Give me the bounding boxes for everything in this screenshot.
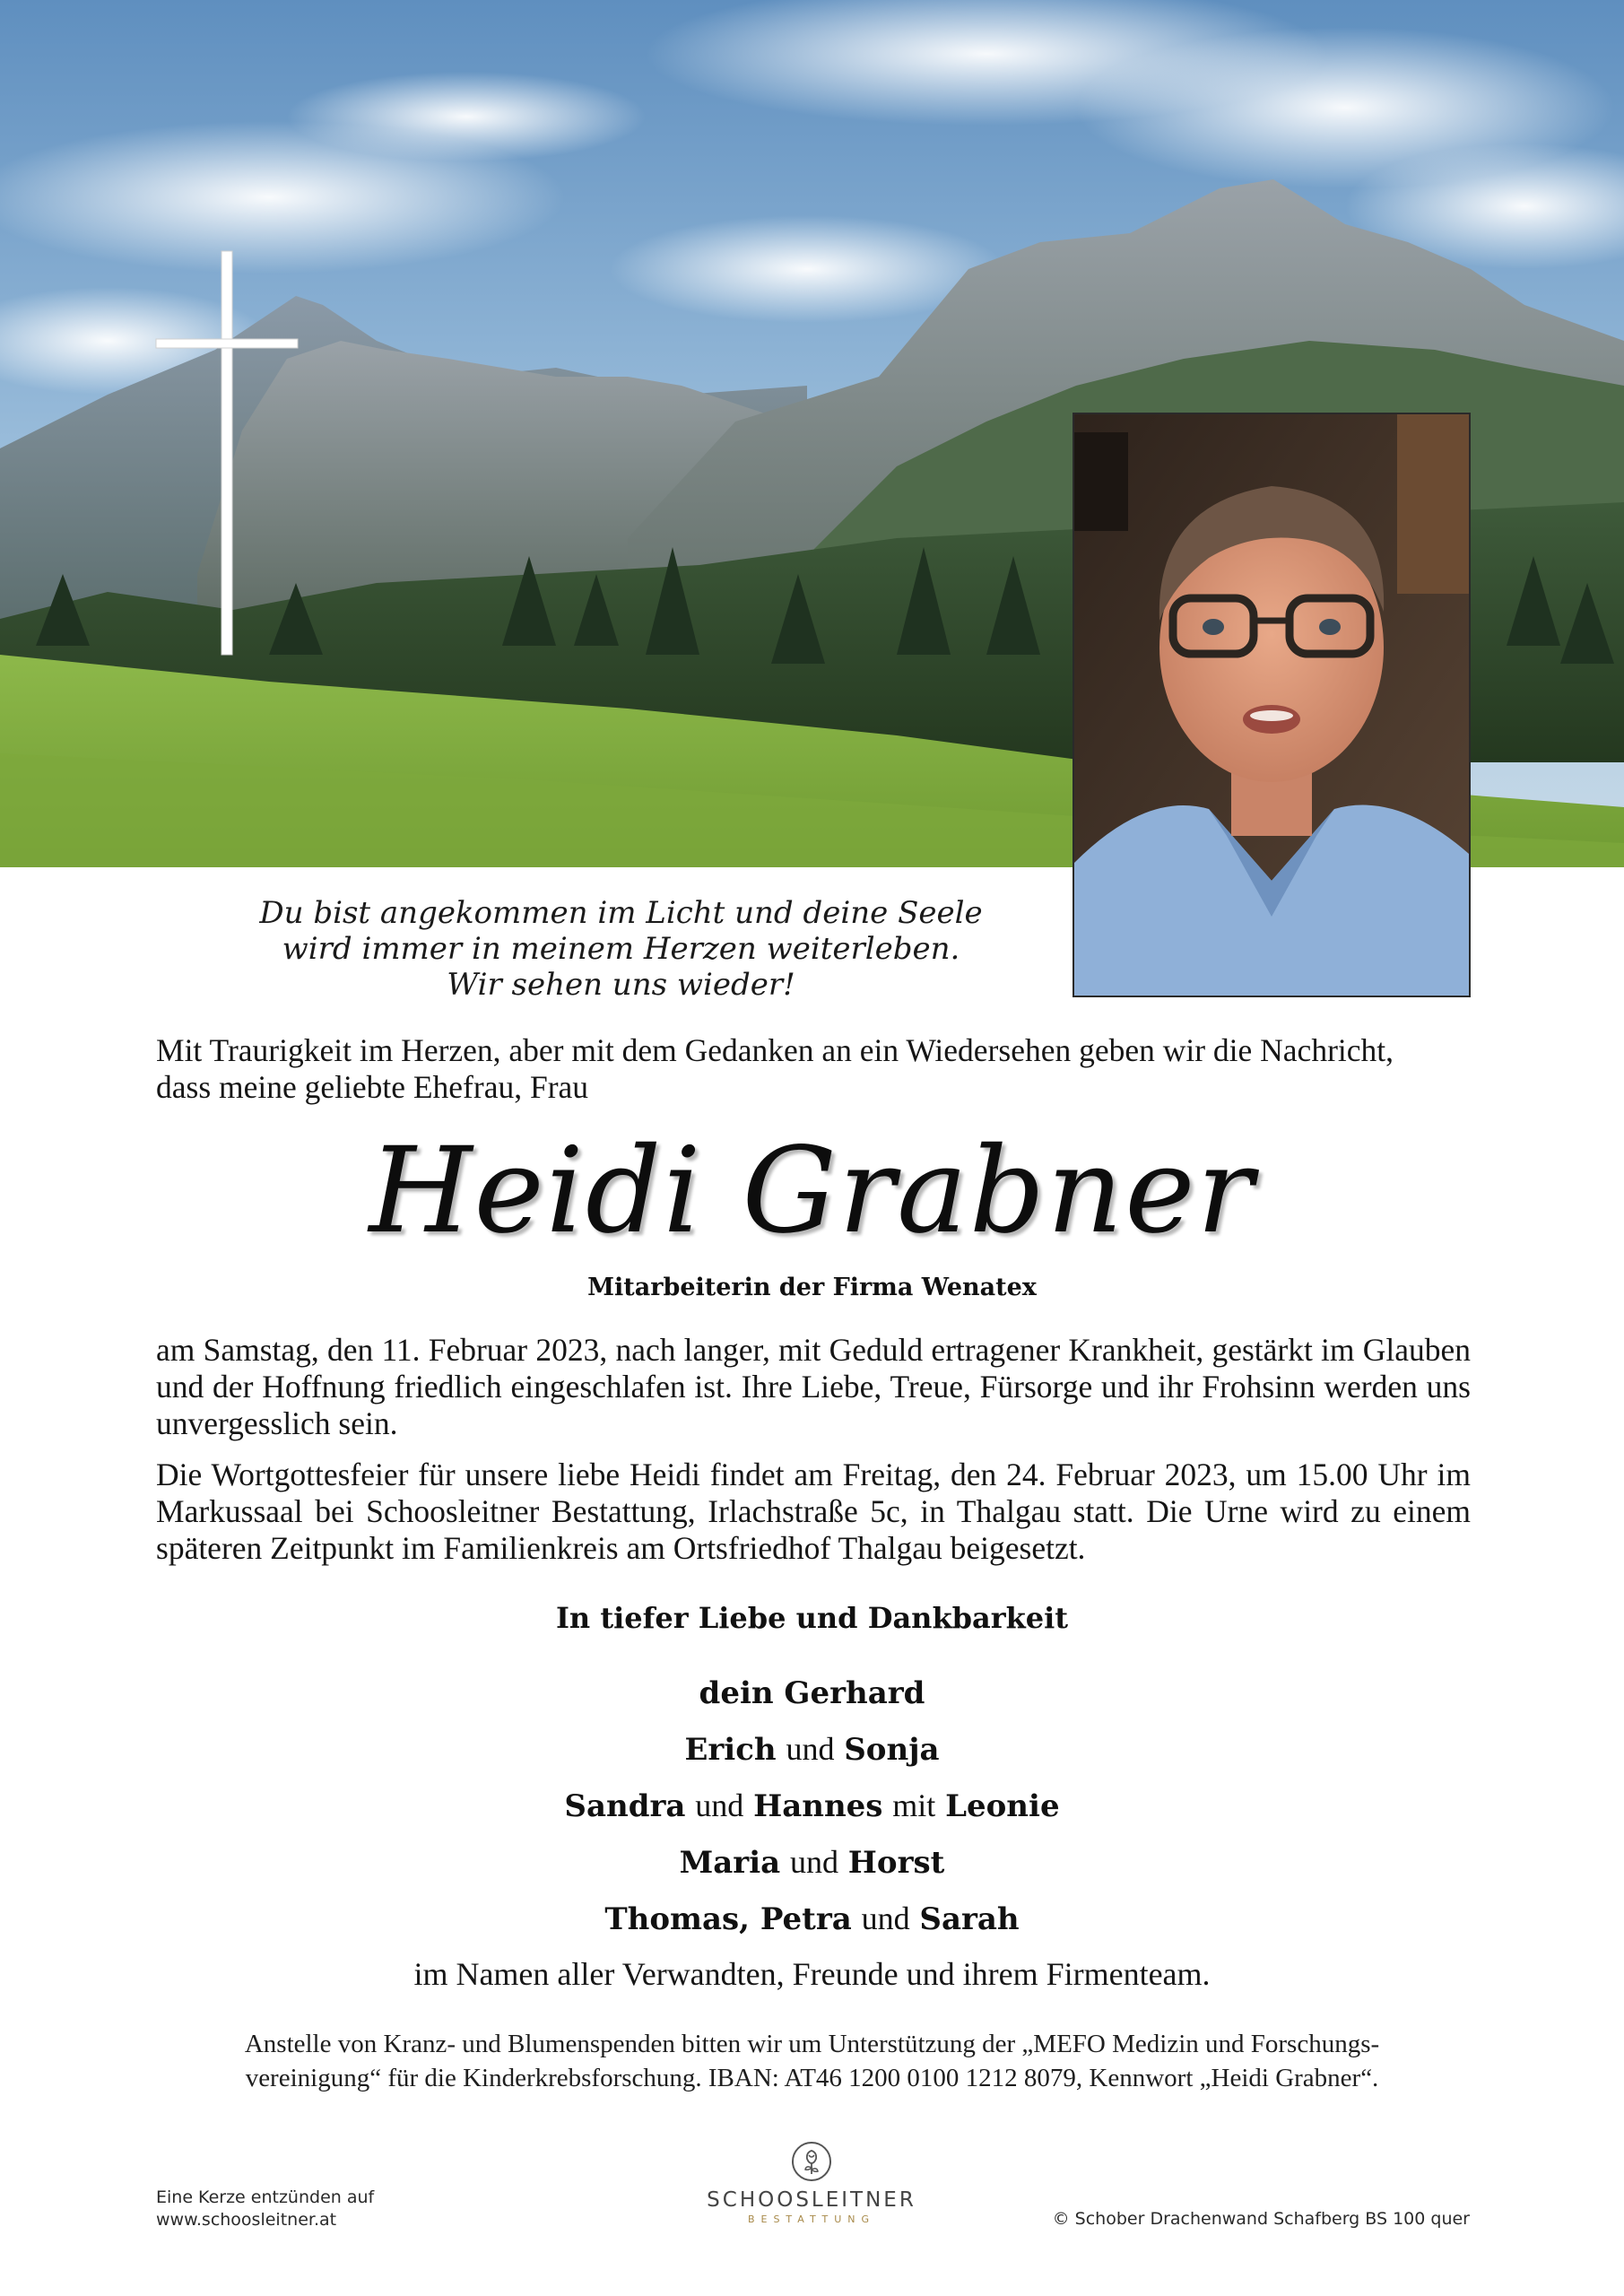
mourner-name: Leonie (945, 1788, 1060, 1824)
funeral-paragraph: Die Wortgottesfeier für unsere liebe Heidi findet am Freitag, den 24. Februar 2023, um 15.00 Uhr im Markussaal bei Schoosleitner Bestattung, Irlachstraße 5c, in Thalgau statt. Die Urne wird zu einem späteren Zeitpunkt im Familienkreis am Ortsfriedhof Thalgau beigesetzt. (156, 1457, 1471, 1566)
intro-text (156, 1032, 1471, 1106)
mourner-connector: und (861, 1900, 910, 1936)
photo-credit: © Schober Drachenwand Schafberg BS 100 quer (1052, 2209, 1470, 2229)
funeral-home-logo (690, 2140, 933, 2225)
mourner-connector: und (695, 1787, 744, 1823)
mourner-name: Horst (847, 1845, 945, 1881)
candle-link[interactable]: www.schoosleitner.at (156, 2210, 337, 2230)
rose-icon (790, 2140, 833, 2183)
mourner-line (0, 1721, 1624, 1778)
donation-line: vereinigung“ für die Kinderkrebsforschung. IBAN: AT46 1200 0100 1212 8079, Kennwort „Heidi Grabner“. (245, 2064, 1379, 2092)
candle-text: Eine Kerze entzünden auf (156, 2187, 375, 2207)
poem-line: Wir sehen uns wieder! (447, 967, 795, 1003)
intro-line: dass meine geliebte Ehefrau, Frau (156, 1069, 589, 1105)
deceased-name: Heidi Grabner (369, 1122, 1255, 1260)
mourner-line (0, 1834, 1624, 1891)
portrait-photo (1073, 413, 1471, 997)
mourner-connector: und (789, 1844, 838, 1880)
death-notice-paragraph: am Samstag, den 11. Februar 2023, nach langer, mit Geduld ertragener Krankheit, gestärkt im Glauben und der Hoffnung friedlich eingeschlafen ist. Ihre Liebe, Treue, Fürsorge und ihr Frohsinn werden uns unvergesslich sein. (156, 1332, 1471, 1441)
mourner-name: Thomas, Petra (604, 1901, 852, 1937)
donation-line: Anstelle von Kranz- und Blumenspenden bitten wir um Unterstützung der „MEFO Medizin und Forschungs- (244, 2030, 1380, 2058)
poem (135, 895, 1107, 1003)
mourner-name: Erich (684, 1732, 777, 1768)
logo-name: SCHOOSLEITNER (707, 2188, 916, 2212)
donation-note (175, 2027, 1449, 2095)
mourners-list (0, 1665, 1624, 1947)
mourner-connector: und (786, 1731, 835, 1767)
closing-line: In tiefer Liebe und Dankbarkeit (555, 1601, 1069, 1635)
logo-subtitle: BESTATTUNG (747, 2213, 876, 2225)
mourner-name: Sonja (844, 1732, 940, 1768)
poem-line: Du bist angekommen im Licht und deine Seele (259, 895, 983, 931)
mourner-line (0, 1778, 1624, 1834)
intro-line: Mit Traurigkeit im Herzen, aber mit dem Gedanken an ein Wiedersehen geben wir die Nachricht, (156, 1032, 1394, 1068)
mourner-line (0, 1665, 1624, 1721)
mourner-name: Sandra (564, 1788, 686, 1824)
mourner-name: Hannes (753, 1788, 883, 1824)
poem-line: wird immer in meinem Herzen weiterleben. (282, 931, 960, 967)
mourner-line (0, 1891, 1624, 1947)
mourner-name: dein Gerhard (699, 1675, 925, 1711)
mourner-name: Maria (679, 1845, 781, 1881)
candle-note (156, 2187, 374, 2231)
mourner-name: Sarah (919, 1901, 1020, 1937)
relatives-line: im Namen aller Verwandten, Freunde und ihrem Firmenteam. (413, 1956, 1211, 1992)
deceased-subtitle: Mitarbeiterin der Firma Wenatex (587, 1274, 1037, 1301)
mourner-connector: mit (892, 1787, 936, 1823)
